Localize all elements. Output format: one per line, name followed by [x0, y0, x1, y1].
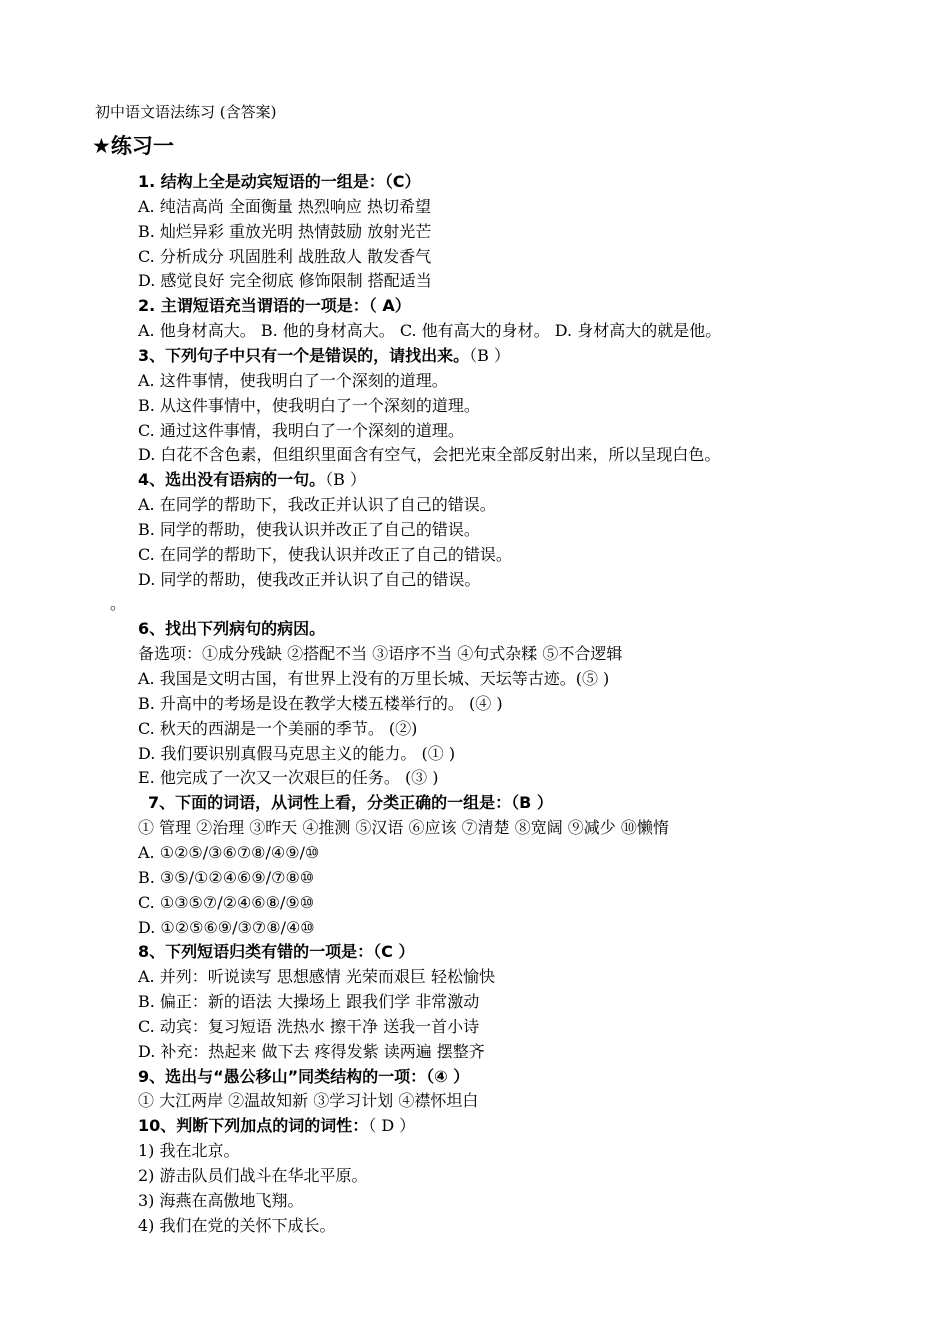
option-line: [138, 916, 315, 940]
question-text: 8、下列短语归类有错的一项是：（C ）: [138, 942, 415, 962]
line-text: B. 灿烂异彩 重放光明 热情鼓励 放射光芒: [138, 221, 432, 241]
line-text: A. 这件事情，使我明白了一个深刻的道理。: [138, 370, 448, 390]
option-line: [138, 1040, 485, 1064]
option-line: [138, 816, 669, 840]
option-line: [138, 742, 455, 766]
line-text: C. 分析成分 巩固胜利 战胜敌人 散发香气: [138, 246, 432, 266]
line-text: D. 我们要识别真假马克思主义的能力。 (① ): [138, 743, 456, 763]
line-text: E. 他完成了一次又一次艰巨的任务。 (③ ): [138, 768, 439, 788]
document-title: 初中语文语法练习 (含答案): [95, 103, 277, 121]
option-line: [138, 518, 480, 542]
option-line: [138, 891, 314, 915]
line-text: C. 秋天的西湖是一个美丽的季节。 (②): [138, 718, 418, 738]
line-text: B. 同学的帮助，使我认识并改正了自己的错误。: [138, 519, 480, 539]
line-text: C. 动宾：复习短语 洗热水 擦干净 送我一首小诗: [138, 1016, 480, 1036]
question-text: 10、判断下列加点的词的词性：: [138, 1116, 369, 1136]
option-line: [138, 990, 479, 1014]
answer-text: （ D ）: [368, 1116, 416, 1136]
question-line: [138, 468, 366, 492]
option-line: [138, 1189, 304, 1213]
line-text: A. ①②⑤/③⑥⑦⑧/④⑨/⑩: [138, 842, 320, 862]
line-text: B. 升高中的考场是设在教学大楼五楼举行的。 (④ ): [138, 693, 503, 713]
option-line: [138, 493, 496, 517]
option-line: [138, 766, 439, 790]
line-text: 1) 我在北京。: [138, 1141, 240, 1161]
question-text: 2. 主谓短语充当谓语的一项是：（ A）: [138, 296, 411, 316]
line-text: D. 同学的帮助，使我改正并认识了自己的错误。: [138, 569, 481, 589]
line-text: 备选项：①成分残缺 ②搭配不当 ③语序不当 ④句式杂糅 ⑤不合逻辑: [138, 644, 623, 664]
option-line: [138, 1015, 479, 1039]
option-line: [138, 1164, 368, 1188]
option-line: [138, 369, 448, 393]
line-text: C. 在同学的帮助下，使我认识并改正了自己的错误。: [138, 544, 512, 564]
question-line: [138, 1114, 415, 1138]
option-line: [138, 419, 464, 443]
question-text: 7、下面的词语，从词性上看，分类正确的一组是：（B ）: [148, 793, 553, 813]
question-line: [148, 791, 553, 815]
option-line: [138, 220, 431, 244]
line-text: 4) 我们在党的关怀下成长。: [138, 1215, 336, 1235]
question-line: [138, 344, 510, 368]
line-text: B. 从这件事情中，使我明白了一个深刻的道理。: [138, 395, 480, 415]
line-text: ① 大江两岸 ②温故知新 ③学习计划 ④襟怀坦白: [138, 1091, 479, 1111]
line-text: D. 白花不含色素，但组织里面含有空气，会把光束全部反射出来，所以呈现白色。: [138, 445, 721, 465]
line-text: A. 并列：听说读写 思想感情 光荣而艰巨 轻松愉快: [138, 967, 495, 987]
option-line: [138, 841, 319, 865]
question-line: [138, 294, 411, 318]
question-text: 1. 结构上全是动宾短语的一组是：（C）: [138, 172, 421, 191]
option-line: [138, 1089, 478, 1113]
section-heading: ★练习一: [92, 134, 174, 158]
option-line: [138, 195, 431, 219]
line-text: 。: [110, 594, 127, 614]
option-line: [138, 568, 480, 592]
line-text: C. ①③⑤⑦/②④⑥⑧/⑨⑩: [138, 892, 315, 912]
option-line: [138, 245, 431, 269]
option-line: [138, 543, 512, 567]
option-line: [138, 394, 480, 418]
option-line: [138, 269, 432, 293]
line-text: ① 管理 ②治理 ③昨天 ④推测 ⑤汉语 ⑥应该 ⑦清楚 ⑧宽阔 ⑨减少 ⑩懒惰: [138, 818, 669, 838]
line-text: B. 偏正：新的语法 大操场上 跟我们学 非常激动: [138, 992, 480, 1012]
option-line: [138, 866, 314, 890]
option-line: [138, 692, 503, 716]
question-text: 4、选出没有语病的一句。: [138, 470, 326, 490]
question-text: 3、下列句子中只有一个是错误的，请找出来。: [138, 345, 470, 365]
option-line: [138, 443, 720, 467]
line-text: D. 补充：热起来 做下去 疼得发紫 读两遍 摆整齐: [138, 1041, 485, 1061]
question-text: 6、找出下列病句的病因。: [138, 619, 326, 639]
line-text: B. ③⑤/①②④⑥⑨/⑦⑧⑩: [138, 867, 315, 887]
line-text: A. 他身材高大。 B. 他的身材高大。 C. 他有高大的身材。 D. 身材高大的就是他。: [138, 321, 722, 341]
line-text: 2) 游击队员们战斗在华北平原。: [138, 1166, 368, 1185]
line-text: C. 通过这件事情，我明白了一个深刻的道理。: [138, 420, 464, 440]
option-line: [138, 642, 622, 666]
question-line: [138, 940, 414, 964]
option-line: [138, 965, 495, 989]
line-text: 3) 海燕在高傲地飞翔。: [138, 1190, 304, 1210]
option-line: [138, 1139, 240, 1163]
option-line: [138, 717, 417, 741]
line-text: D. 感觉良好 完全彻底 修饰限制 搭配适当: [138, 271, 432, 291]
option-line: [138, 319, 721, 343]
question-text: 9、选出与“愚公移山”同类结构的一项：（④ ）: [138, 1066, 470, 1086]
question-line: [138, 617, 325, 641]
line-text: A. 在同学的帮助下，我改正并认识了自己的错误。: [138, 495, 496, 515]
question-line: [138, 1065, 469, 1089]
answer-text: （B ）: [325, 470, 366, 490]
question-line: [138, 170, 421, 194]
line-text: D. ①②⑤⑥⑨/③⑦⑧/④⑩: [138, 917, 315, 937]
answer-text: （B ）: [469, 345, 510, 365]
line-text: A. 我国是文明古国，有世界上没有的万里长城、天坛等古迹。(⑤ ): [138, 669, 610, 688]
line-text: A. 纯洁高尚 全面衡量 热烈响应 热切希望: [138, 196, 431, 216]
option-line: [138, 667, 609, 691]
option-line: [138, 1214, 336, 1238]
stray-mark: [110, 592, 126, 616]
